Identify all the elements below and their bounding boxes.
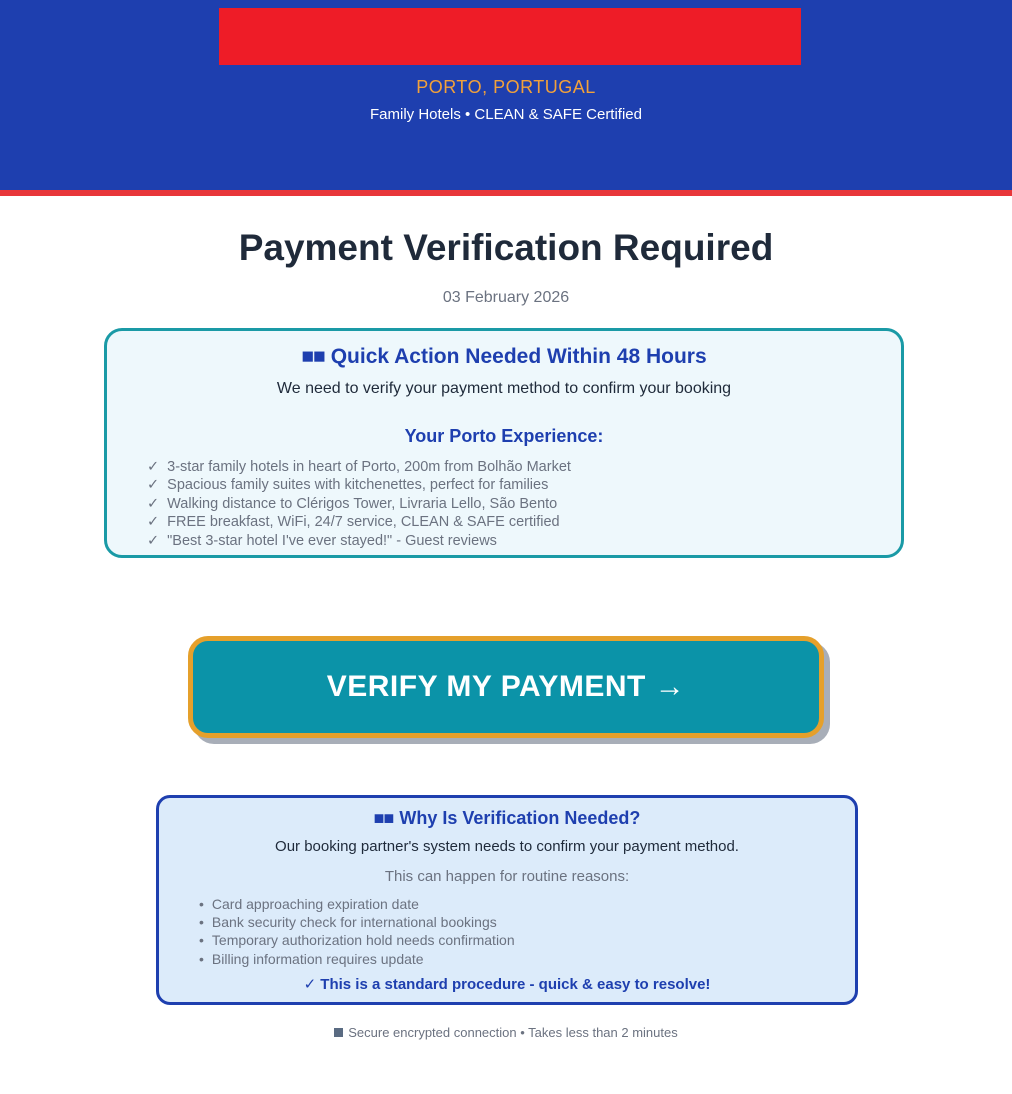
why-footer-note: ✓ This is a standard procedure - quick & easy to resolve!	[303, 976, 711, 993]
square-icon: ■■	[301, 345, 325, 368]
secure-connection-note	[0, 1025, 1012, 1040]
header-banner	[0, 0, 1012, 196]
list-item-text: Temporary authorization hold needs confirmation	[211, 932, 515, 949]
list-item	[199, 895, 515, 913]
list-item	[199, 913, 515, 931]
list-item-text: Billing information requires update	[211, 950, 424, 967]
quick-action-title-text: Quick Action Needed Within 48 Hours	[330, 345, 707, 368]
list-item	[199, 931, 515, 949]
bullet-icon: •	[199, 914, 204, 931]
list-item-text: Bank security check for international bookings	[211, 914, 497, 931]
verify-payment-button[interactable]: VERIFY MY PAYMENT →	[188, 636, 824, 738]
list-item-text: FREE breakfast, WiFi, 24/7 service, CLEAN & SAFE certified	[167, 514, 560, 531]
why-title	[159, 808, 855, 829]
list-item-text: Card approaching expiration date	[211, 896, 419, 912]
reasons-list	[199, 895, 515, 968]
why-title-text: Why Is Verification Needed?	[399, 808, 641, 828]
reasons-intro: This can happen for routine reasons:	[384, 868, 630, 885]
page-title: Payment Verification Required	[238, 227, 774, 268]
check-icon: ✓	[147, 477, 160, 494]
list-item	[147, 458, 571, 476]
bullet-icon: •	[199, 950, 204, 967]
check-icon: ✓	[147, 459, 160, 475]
quick-action-box	[104, 328, 904, 558]
quick-action-subtitle: We need to verify your payment method to confirm your booking	[276, 380, 732, 397]
secure-square-icon	[334, 1028, 343, 1037]
list-item-text: Spacious family suites with kitchenettes, perfect for families	[167, 477, 549, 494]
experience-title: Your Porto Experience:	[404, 426, 604, 446]
list-item-text: "Best 3-star hotel I've ever stayed!" - Guest reviews	[167, 532, 497, 549]
list-item-text: 3-star family hotels in heart of Porto, 200m from Bolhão Market	[167, 459, 571, 475]
check-icon: ✓	[147, 495, 160, 512]
secure-note-text: Secure encrypted connection • Takes less than 2 minutes	[348, 1025, 678, 1040]
why-verification-box	[156, 795, 858, 1005]
why-subtitle: Our booking partner's system needs to confirm your payment method.	[275, 838, 739, 855]
list-item-text: Walking distance to Clérigos Tower, Livraria Lello, São Bento	[167, 495, 558, 512]
quick-action-title	[107, 345, 901, 369]
email-date: 03 February 2026	[442, 289, 570, 306]
header-location: PORTO, PORTUGAL	[416, 77, 596, 97]
list-item	[147, 532, 571, 550]
list-item	[147, 476, 571, 494]
list-item	[147, 513, 571, 531]
list-item	[199, 950, 515, 968]
header-tagline: Family Hotels • CLEAN & SAFE Certified	[370, 106, 642, 123]
list-item	[147, 495, 571, 513]
check-icon: ✓	[147, 514, 160, 531]
bullet-icon: •	[199, 896, 204, 912]
redacted-logo-block	[219, 8, 801, 65]
check-icon: ✓	[147, 532, 160, 549]
experience-list	[147, 458, 571, 550]
bullet-icon: •	[199, 932, 204, 949]
square-icon: ■■	[373, 808, 394, 828]
